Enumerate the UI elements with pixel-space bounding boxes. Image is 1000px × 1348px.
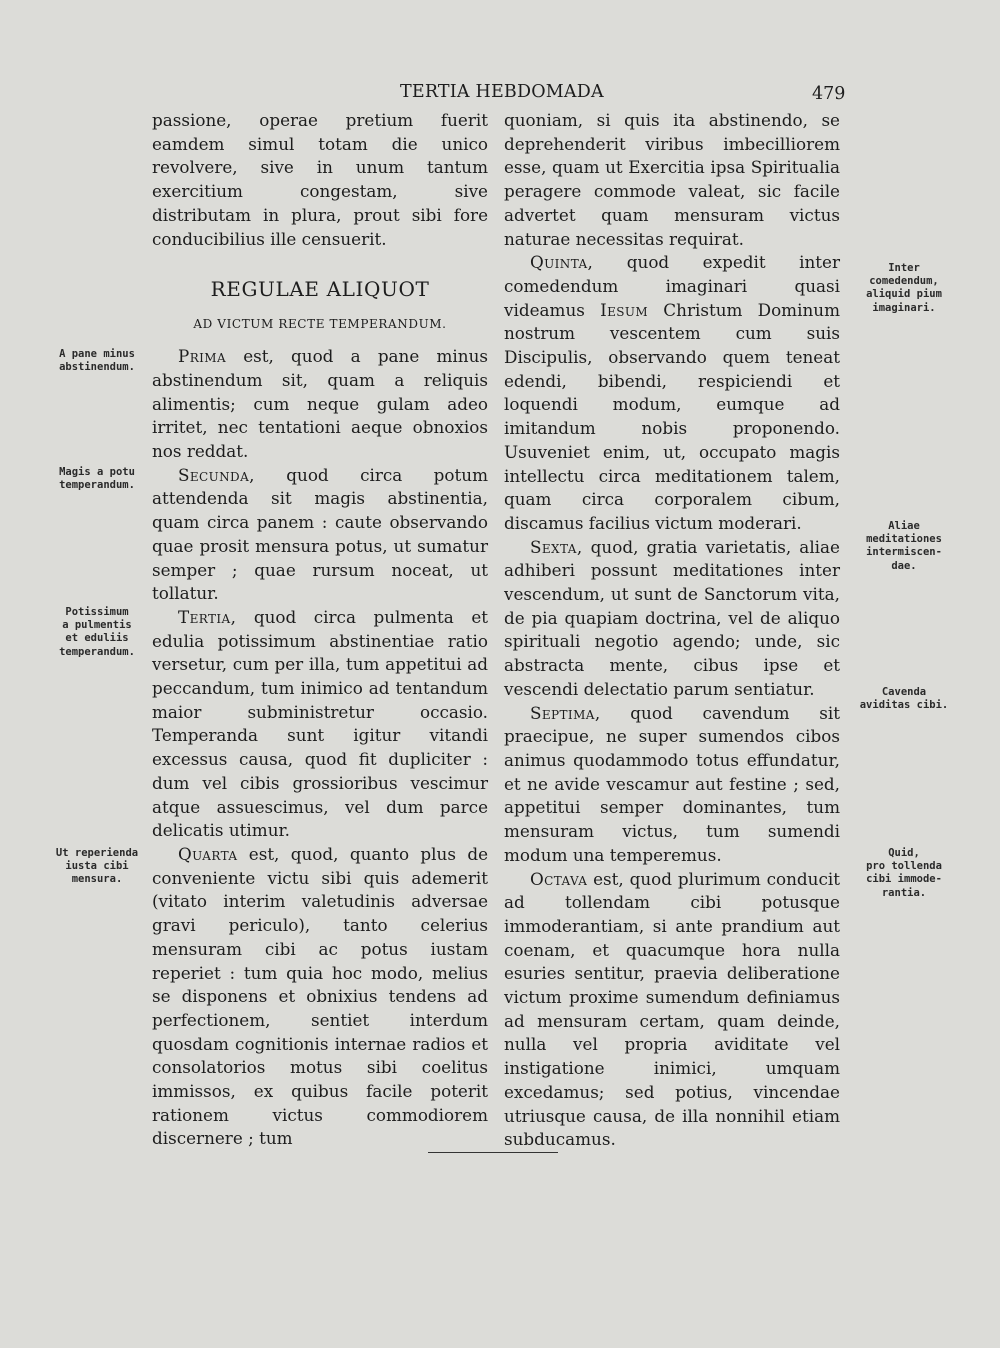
section-subtitle: AD VICTUM RECTE TEMPERANDUM. xyxy=(193,317,447,332)
running-head: TERTIA HEBDOMADA xyxy=(400,82,604,102)
margin-note: Ut reperienda iusta cibi mensura. xyxy=(55,847,139,886)
rule-label: Quarta xyxy=(178,843,238,864)
rule-quarta xyxy=(152,843,488,1151)
margin-note: A pane minus abstinendum. xyxy=(59,348,135,374)
rule-prima xyxy=(152,345,488,464)
rule-label: Tertia, xyxy=(178,606,237,627)
rule-label: Secunda, xyxy=(178,464,255,485)
rule-label: Octava xyxy=(530,868,588,889)
rule-text: quod, gratia varietatis, aliae adhiberi possunt meditationes inter vescendum, ut sunt de Sanctorum vita, de pia quapiam doctrina, vel de aliquo spirituali negotio agendo; unde, sic abstracta mente, cibus ipse et vescendi delectatio parum sentiatur. xyxy=(504,536,840,699)
rule-text: quod expedit inter comedendum imaginari quasi videamus xyxy=(504,252,840,320)
rule-octava xyxy=(504,868,840,1152)
rule-text: quod cavendum sit praecipue, ne super sumendos cibos animus quodammodo totus effundatur, et ne avide vescamur aut festine ; sed, appetitui semper dominantes, tum mensuram victus, tum sumendi modum una temperemus. xyxy=(504,702,840,865)
rule-label: Prima xyxy=(178,346,227,367)
margin-note: Potissimum a pulmentis et eduliis temperandum. xyxy=(59,606,135,658)
rule-text: est, quod a pane minus abstinendum sit, quam a reliquis alimentis; cum neque gulam adeo irritet, nec tentationi aeque obnoxios nos reddat. xyxy=(152,346,488,462)
rule-label: Quinta, xyxy=(530,252,594,273)
rule-text: quod circa potum attendenda sit magis abstinentia, quam circa panem : caute observando quae prosit mensura potus, ut sumatur semper ; quae rursum noceat, ut tollatur. xyxy=(152,464,488,604)
rule-text: Christum Dominum nostrum vescentem cum suis Discipulis, observando quem teneat edendi, bibendi, respiciendi et loquendi modum, eumque ad imitandum nobis proponendo. Usuveniet enim, ut, occupato magis intellectu circa meditationem talem, quam circa corporalem cibum, discamus facilius victum moderari. xyxy=(504,299,840,533)
left-text-column xyxy=(152,109,488,1151)
rule-label: Septima, xyxy=(530,702,601,723)
rule-septima xyxy=(504,702,840,868)
rule-tertia xyxy=(152,606,488,843)
rule-text: est, quod plurimum conducit ad tollendam cibi potusque immoderantiam, si ante prandium aut coenam, et quacumque hora nulla esuries sentitur, praevia deliberatione victum proxime sumendum definiamus ad mensuram certam, quam deinde, nulla vel propria aviditate vel instigatione inimici, umquam excedamus; sed potius, vincendae utriusque causa, de illa nonnihil etiam subducamus. xyxy=(504,868,840,1150)
paragraph-continuation: quoniam, si quis ita abstinendo, se deprehenderit viribus imbecilliorem esse, quam ut Exercitia ipsa Spiritualia peragere commode valeat, sic facile advertet quam mensuram victus naturae necessitas requirat. xyxy=(504,110,840,249)
margin-note: Magis a potu temperandum. xyxy=(59,466,135,492)
right-text-column xyxy=(504,109,840,1152)
rule-quinta xyxy=(504,251,840,535)
page-number: 479 xyxy=(812,84,846,104)
margin-note: Aliae meditationes intermiscen- dae. xyxy=(866,520,942,572)
section-title: REGULAE ALIQUOT xyxy=(210,277,430,302)
rule-text: est, quod, quanto plus de conveniente victu sibi quis ademerit (vitato interim valetudinis adversae gravi periculo), tanto celerius mensuram cibi ac potus iustam reperiet : tum quia hoc modo, melius se disponens et obnixius tendens ad perfectionem, sentiet interdum quosdam cognitionis internae radios et consolatorios motus sibi coelitus immissos, ex quibus facile poterit rationem victus commodiorem discernere ; tum xyxy=(152,843,488,1149)
paragraph-continuation: passione, operae pretium fuerit eamdem simul totam die unico revolvere, sive in unum tantum exercitium congestam, sive distributam in plura, prout sibi fore conducibilius ille censuerit. xyxy=(152,110,488,249)
rule-sexta xyxy=(504,536,840,702)
rule-label: Sexta, xyxy=(530,536,583,557)
margin-note: Cavenda aviditas cibi. xyxy=(859,686,949,712)
margin-note: Inter comedendum, aliquid pium imaginari. xyxy=(866,262,942,314)
rule-secunda xyxy=(152,464,488,606)
footnote-rule xyxy=(428,1152,558,1153)
margin-note: Quid, pro tollenda cibi immode- rantia. xyxy=(866,847,942,899)
rule-text: quod circa pulmenta et edulia potissimum abstinentiae ratio versetur, cum per illa, tum appetitui ad peccandum, tum inimico ad tentandum maior subministretur occasio. Temperanda sunt igitur vitandi excessus causa, quod fit dupliciter : dum vel cibis grossioribus vescimur atque assuescimus, vel dum parce delicatis utimur. xyxy=(152,606,488,841)
name-iesum: Iesum xyxy=(600,299,649,320)
